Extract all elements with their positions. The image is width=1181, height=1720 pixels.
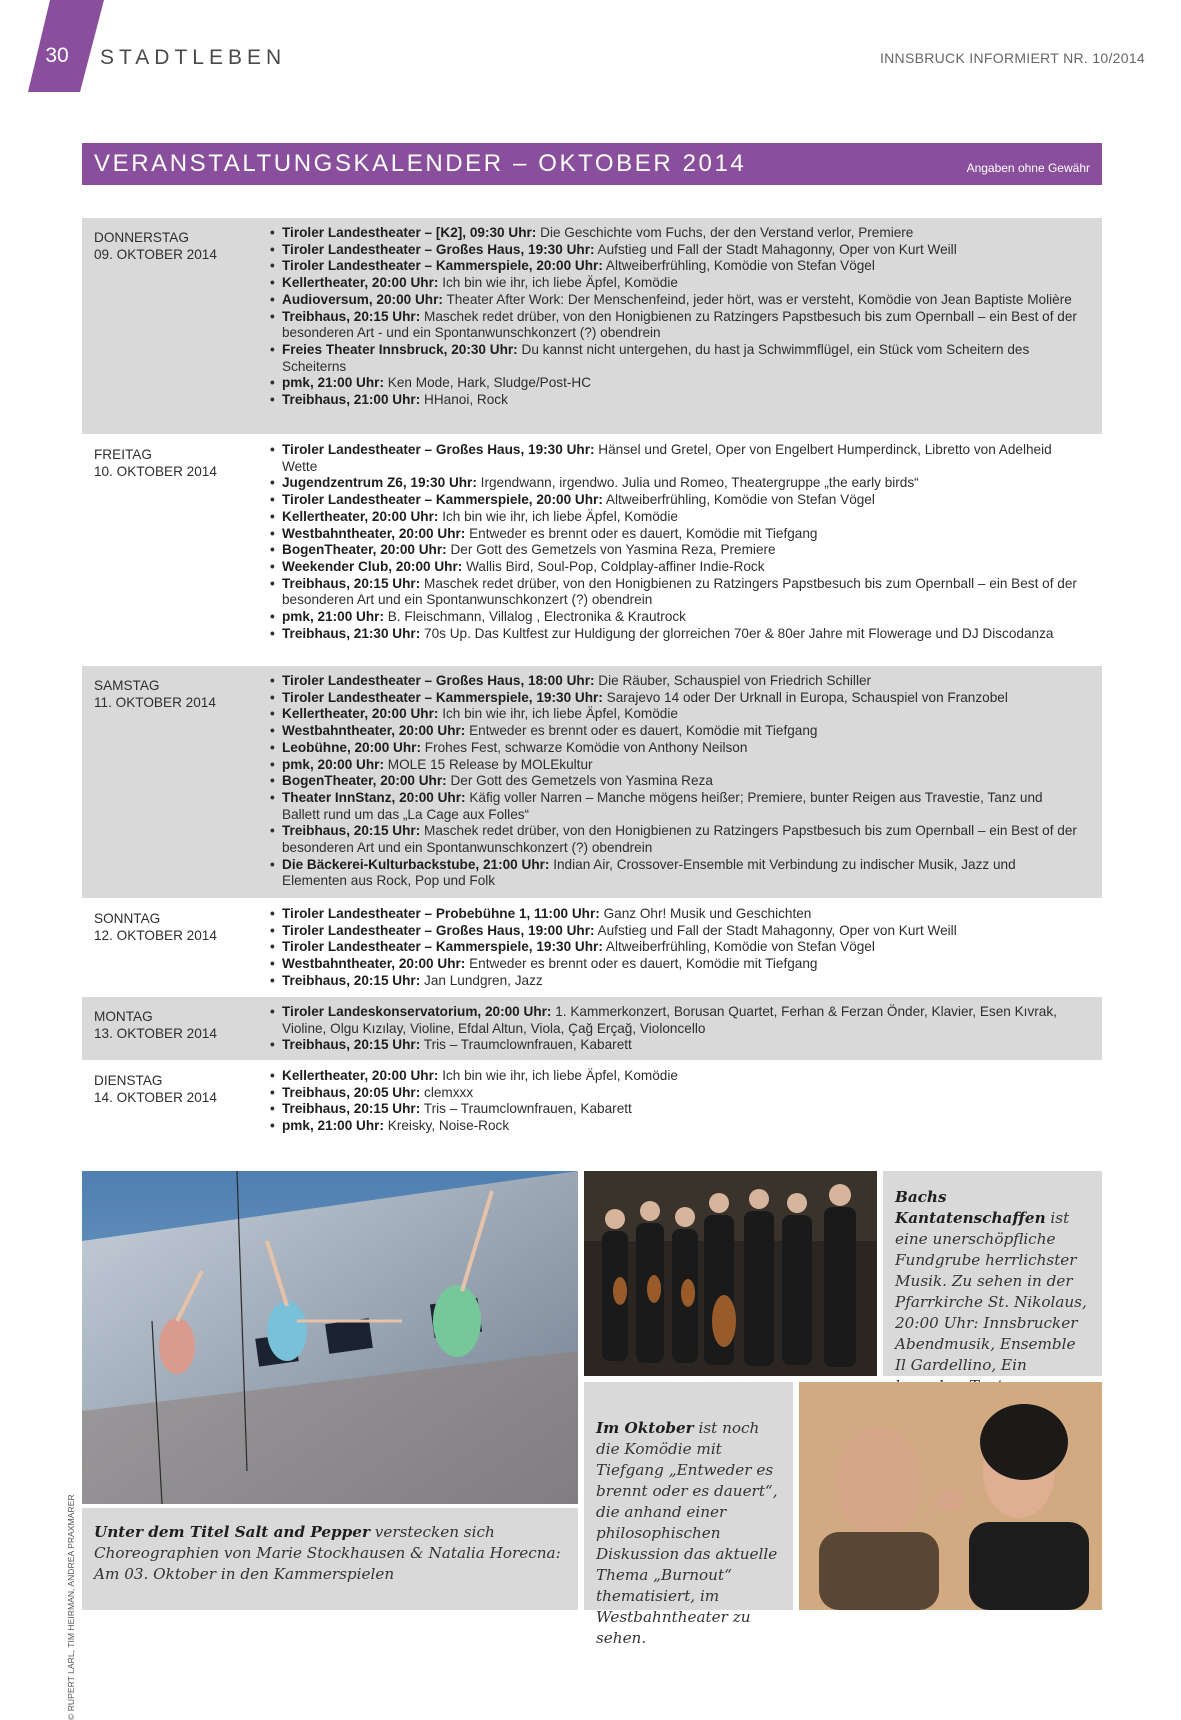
event-item bbox=[270, 609, 1080, 626]
event-item bbox=[270, 225, 1080, 242]
event-description: 70s Up. Das Kultfest zur Huldigung der glorreichen 70er & 80er Jahre mit Flowerage und DJ Discodanza bbox=[424, 625, 1054, 641]
event-description: Sarajevo 14 oder Der Urknall in Europa, Schauspiel von Franzobel bbox=[606, 689, 1008, 705]
event-venue: Kellertheater, 20:00 Uhr: bbox=[282, 1068, 439, 1083]
dance-photo bbox=[82, 1171, 578, 1504]
event-venue: Treibhaus, 20:15 Uhr: bbox=[282, 972, 421, 988]
event-venue: Treibhaus, 20:15 Uhr: bbox=[282, 823, 421, 839]
event-item bbox=[270, 509, 1080, 526]
event-venue: Tiroler Landestheater – Großes Haus, 19:30 Uhr: bbox=[282, 442, 595, 457]
event-venue: pmk, 20:00 Uhr: bbox=[282, 756, 384, 772]
event-venue: Tiroler Landestheater – Großes Haus, 19:00 Uhr: bbox=[282, 922, 595, 938]
comedy-caption-lead: Im Oktober bbox=[596, 1419, 694, 1437]
event-item bbox=[270, 1101, 1080, 1118]
event-item bbox=[270, 923, 1080, 940]
day-weekday: SAMSTAG bbox=[94, 678, 160, 693]
event-venue: pmk, 21:00 Uhr: bbox=[282, 1118, 384, 1134]
day-block-thursday bbox=[82, 218, 1102, 434]
event-venue: Treibhaus, 21:00 Uhr: bbox=[282, 392, 421, 408]
ensemble-photo bbox=[584, 1171, 877, 1376]
event-venue: Freies Theater Innsbruck, 20:30 Uhr: bbox=[282, 341, 518, 357]
event-item bbox=[270, 1085, 1080, 1102]
event-item bbox=[270, 442, 1080, 475]
event-venue: Audioversum, 20:00 Uhr: bbox=[282, 291, 443, 307]
event-item bbox=[270, 973, 1080, 990]
event-description: Altweiberfrühling, Komödie von Stefan Vögel bbox=[605, 939, 875, 955]
event-description: Aufstieg und Fall der Stadt Mahagonny, Oper von Kurt Weill bbox=[597, 241, 957, 257]
event-item bbox=[270, 906, 1080, 923]
event-description: Irgendwann, irgendwo. Julia und Romeo, Theatergruppe „the early birds“ bbox=[480, 475, 919, 491]
day-block-friday bbox=[82, 435, 1102, 665]
event-venue: BogenTheater, 20:00 Uhr: bbox=[282, 542, 447, 558]
event-item bbox=[270, 956, 1080, 973]
event-venue: Westbahntheater, 20:00 Uhr: bbox=[282, 956, 466, 972]
event-venue: Theater InnStanz, 20:00 Uhr: bbox=[282, 789, 466, 805]
event-description: Du kannst nicht untergehen, du hast ja Schwimmflügel, ein Stück vom Scheitern des Scheiterns bbox=[282, 341, 1030, 374]
day-label bbox=[94, 230, 259, 263]
day-date: 12. OKTOBER 2014 bbox=[94, 927, 217, 943]
event-description: Der Gott des Gemetzels von Yasmina Reza bbox=[450, 773, 713, 789]
event-description: Käfig voller Narren – Manche mögens heißer; Premiere, bunter Reigen aus Travestie, Tanz und Ballett rund um das „La Cage aux Folles“ bbox=[282, 789, 1043, 822]
event-item bbox=[270, 492, 1080, 509]
day-date: 11. OKTOBER 2014 bbox=[94, 694, 216, 710]
event-item bbox=[270, 542, 1080, 559]
event-venue: Leobühne, 20:00 Uhr: bbox=[282, 739, 421, 755]
event-list bbox=[270, 1004, 1080, 1054]
event-description: Altweiberfrühling, Komödie von Stefan Vögel bbox=[605, 258, 875, 274]
event-description: Die Räuber, Schauspiel von Friedrich Schiller bbox=[598, 673, 872, 688]
event-venue: Tiroler Landestheater – Kammerspiele, 19:30 Uhr: bbox=[282, 689, 603, 705]
event-description: 1. Kammerkonzert, Borusan Quartet, Ferhan & Ferzan Önder, Klavier, Esen Kıvrak, Violine, Olgu Kızılay, Violine, Efdal Altun, Viola, Çağ Erçağ, Violoncello bbox=[282, 1004, 1057, 1036]
event-description: Ich bin wie ihr, ich liebe Äpfel, Komödie bbox=[442, 508, 678, 524]
event-item bbox=[270, 857, 1080, 890]
comedy-caption bbox=[584, 1382, 793, 1647]
event-venue: Tiroler Landestheater – Großes Haus, 19:30 Uhr: bbox=[282, 241, 595, 257]
event-venue: pmk, 21:00 Uhr: bbox=[282, 375, 384, 391]
event-item bbox=[270, 275, 1080, 292]
day-date: 09. OKTOBER 2014 bbox=[94, 246, 217, 262]
event-venue: Kellertheater, 20:00 Uhr: bbox=[282, 275, 439, 291]
event-item bbox=[270, 706, 1080, 723]
day-label bbox=[94, 911, 259, 944]
event-item bbox=[270, 375, 1080, 392]
event-item bbox=[270, 690, 1080, 707]
page-number: 30 bbox=[45, 44, 69, 67]
event-description: Entweder es brennt oder es dauert, Komödie mit Tiefgang bbox=[469, 723, 818, 739]
event-item bbox=[270, 559, 1080, 576]
day-weekday: SONNTAG bbox=[94, 911, 161, 926]
event-venue: Tiroler Landeskonservatorium, 20:00 Uhr: bbox=[282, 1004, 552, 1019]
event-venue: Tiroler Landestheater – Kammerspiele, 20:00 Uhr: bbox=[282, 258, 603, 274]
event-venue: Treibhaus, 20:15 Uhr: bbox=[282, 308, 421, 324]
event-description: Tris – Traumclownfrauen, Kabarett bbox=[423, 1101, 632, 1117]
day-label bbox=[94, 1073, 259, 1106]
event-description: Maschek redet drüber, von den Honigbienen zu Ratzingers Papstbesuch bis zum Opernball – ein Best of der besonderen Art und ein Spontanwunschkonzert (?) obendrein bbox=[282, 823, 1077, 856]
event-venue: Tiroler Landestheater – Kammerspiele, 19:30 Uhr: bbox=[282, 939, 603, 955]
day-weekday: DONNERSTAG bbox=[94, 230, 189, 245]
event-description: MOLE 15 Release by MOLEkultur bbox=[387, 756, 593, 772]
banner-disclaimer: Angaben ohne Gewähr bbox=[966, 161, 1090, 175]
event-item bbox=[270, 790, 1080, 823]
event-description: Ganz Ohr! Musik und Geschichten bbox=[603, 906, 812, 921]
event-item bbox=[270, 292, 1080, 309]
event-item bbox=[270, 1068, 1080, 1085]
event-item bbox=[270, 773, 1080, 790]
event-description: Die Geschichte vom Fuchs, der den Verstand verlor, Premiere bbox=[540, 225, 914, 240]
event-list bbox=[270, 673, 1080, 890]
event-description: Maschek redet drüber, von den Honigbienen zu Ratzingers Papstbesuch bis zum Opernball – ein Best of der besonderen Art und ein Spontanwunschkonzert (?) obendrein bbox=[282, 575, 1077, 608]
event-item bbox=[270, 939, 1080, 956]
comedy-caption-text: ist noch die Komödie mit Tiefgang „Entweder es brennt oder es dauert“, die anhand einer philosophischen Diskussion das aktuelle Thema „Burnout“ thematisiert, im Westbahntheater zu sehen. bbox=[596, 1419, 778, 1647]
dance-caption-lead: Unter dem Titel Salt and Pepper bbox=[94, 1523, 370, 1541]
photo-credit-text: © RUPERT LARL, TIM HEIRMAN, ANDREA PRAXMARER bbox=[66, 1494, 76, 1720]
event-description: HHanoi, Rock bbox=[424, 392, 508, 408]
event-description: Aufstieg und Fall der Stadt Mahagonny, Oper von Kurt Weill bbox=[597, 922, 957, 938]
event-item bbox=[270, 576, 1080, 609]
event-venue: Treibhaus, 20:15 Uhr: bbox=[282, 575, 421, 591]
bach-caption-lead: Bachs Kantatenschaffen bbox=[895, 1188, 1046, 1227]
actors-photo bbox=[799, 1382, 1102, 1610]
event-venue: BogenTheater, 20:00 Uhr: bbox=[282, 773, 447, 789]
day-block-tuesday bbox=[82, 1061, 1102, 1143]
event-item bbox=[270, 475, 1080, 492]
day-date: 13. OKTOBER 2014 bbox=[94, 1025, 217, 1041]
event-item bbox=[270, 823, 1080, 856]
event-item bbox=[270, 626, 1080, 643]
day-label bbox=[94, 447, 259, 480]
event-item bbox=[270, 392, 1080, 409]
event-description: Ich bin wie ihr, ich liebe Äpfel, Komödie bbox=[442, 1068, 678, 1083]
event-venue: Tiroler Landestheater – Probebühne 1, 11:00 Uhr: bbox=[282, 906, 600, 921]
event-venue: Die Bäckerei-Kulturbackstube, 21:00 Uhr: bbox=[282, 856, 550, 872]
dance-caption bbox=[82, 1508, 578, 1610]
event-venue: Kellertheater, 20:00 Uhr: bbox=[282, 508, 439, 524]
event-description: Ken Mode, Hark, Sludge/Post-HC bbox=[387, 375, 592, 391]
event-item bbox=[270, 258, 1080, 275]
event-item bbox=[270, 723, 1080, 740]
event-description: Maschek redet drüber, von den Honigbienen zu Ratzingers Papstbesuch bis zum Opernball – ein Best of der besonderen Art - und ein Spontanwunschkonzert (?) obendrein bbox=[282, 308, 1077, 341]
event-description: Tris – Traumclownfrauen, Kabarett bbox=[423, 1037, 632, 1053]
day-weekday: DIENSTAG bbox=[94, 1073, 163, 1088]
section-title: STADTLEBEN bbox=[100, 46, 287, 69]
bach-caption-text: ist eine unerschöpfliche Fundgrube herrlichster Musik. Zu sehen in der Pfarrkirche St. Nikolaus, 20:00 Uhr: Innsbrucker Abendmusik, Ensemble Il Gardellino, Ein bbox=[895, 1209, 1087, 1374]
day-label bbox=[94, 1009, 259, 1042]
event-description: B. Fleischmann, Villalog , Electronika & Krautrock bbox=[387, 609, 686, 625]
event-venue: Tiroler Landestheater – Kammerspiele, 20:00 Uhr: bbox=[282, 492, 603, 508]
event-description: Wallis Bird, Soul-Pop, Coldplay-affiner Indie-Rock bbox=[466, 558, 765, 574]
event-item bbox=[270, 526, 1080, 543]
day-date: 14. OKTOBER 2014 bbox=[94, 1089, 217, 1105]
day-block-saturday bbox=[82, 666, 1102, 898]
event-description: Entweder es brennt oder es dauert, Komödie mit Tiefgang bbox=[469, 956, 818, 972]
event-description: clemxxx bbox=[424, 1084, 474, 1100]
masthead: INNSBRUCK INFORMIERT NR. 10/2014 bbox=[879, 50, 1145, 66]
day-label bbox=[94, 678, 259, 711]
event-venue: Treibhaus, 20:05 Uhr: bbox=[282, 1084, 421, 1100]
event-item bbox=[270, 1118, 1080, 1135]
event-venue: Treibhaus, 20:15 Uhr: bbox=[282, 1037, 421, 1053]
photo-credit bbox=[64, 1490, 78, 1720]
event-item bbox=[270, 1037, 1080, 1054]
event-item bbox=[270, 1004, 1080, 1037]
bach-caption bbox=[883, 1171, 1102, 1376]
event-description: Ich bin wie ihr, ich liebe Äpfel, Komödie bbox=[442, 275, 678, 291]
event-description: Altweiberfrühling, Komödie von Stefan Vögel bbox=[605, 492, 875, 508]
event-description: Der Gott des Gemetzels von Yasmina Reza, Premiere bbox=[450, 542, 776, 558]
event-description: Ich bin wie ihr, ich liebe Äpfel, Komödie bbox=[442, 706, 678, 722]
day-date: 10. OKTOBER 2014 bbox=[94, 463, 217, 479]
banner-title: VERANSTALTUNGSKALENDER – OKTOBER 2014 bbox=[94, 150, 747, 177]
day-weekday: FREITAG bbox=[94, 447, 152, 462]
event-venue: Tiroler Landestheater – [K2], 09:30 Uhr: bbox=[282, 225, 537, 240]
event-item bbox=[270, 673, 1080, 690]
event-list bbox=[270, 442, 1080, 642]
event-venue: Kellertheater, 20:00 Uhr: bbox=[282, 706, 439, 722]
event-description: Kreisky, Noise-Rock bbox=[387, 1118, 510, 1134]
event-venue: pmk, 21:00 Uhr: bbox=[282, 609, 384, 625]
event-item bbox=[270, 242, 1080, 259]
event-venue: Westbahntheater, 20:00 Uhr: bbox=[282, 723, 466, 739]
day-weekday: MONTAG bbox=[94, 1009, 153, 1024]
event-item bbox=[270, 342, 1080, 375]
day-block-monday bbox=[82, 997, 1102, 1060]
event-venue: Treibhaus, 20:15 Uhr: bbox=[282, 1101, 421, 1117]
event-description: Hänsel und Gretel, Oper von Engelbert Humperdinck, Libretto von Adelheid Wette bbox=[282, 442, 1052, 474]
event-venue: Jugendzentrum Z6, 19:30 Uhr: bbox=[282, 475, 477, 491]
event-item bbox=[270, 309, 1080, 342]
event-list bbox=[270, 906, 1080, 990]
event-venue: Westbahntheater, 20:00 Uhr: bbox=[282, 525, 466, 541]
event-description: Jan Lundgren, Jazz bbox=[424, 972, 543, 988]
event-description: Theater After Work: Der Menschenfeind, jeder hört, was er versteht, Komödie von Jean Baptiste Molière bbox=[446, 291, 1072, 307]
event-description: Frohes Fest, schwarze Komödie von Anthony Neilson bbox=[424, 739, 748, 755]
day-block-sunday bbox=[82, 899, 1102, 996]
calendar-banner bbox=[82, 143, 1102, 185]
dance-caption-text: verstecken sich Choreographien von Marie Stockhausen & Natalia Horecna: Am 03. Oktober in den Kammerspielen bbox=[94, 1523, 561, 1583]
event-description: Entweder es brennt oder es dauert, Komödie mit Tiefgang bbox=[469, 525, 818, 541]
event-item bbox=[270, 740, 1080, 757]
event-item bbox=[270, 757, 1080, 774]
event-description: Indian Air, Crossover-Ensemble mit Verbindung zu indischer Musik, Jazz und Elementen aus Rock, Pop und Folk bbox=[282, 856, 1016, 889]
event-venue: Weekender Club, 20:00 Uhr: bbox=[282, 558, 463, 574]
event-venue: Treibhaus, 21:30 Uhr: bbox=[282, 625, 421, 641]
event-list bbox=[270, 1068, 1080, 1135]
event-list bbox=[270, 225, 1080, 409]
event-venue: Tiroler Landestheater – Großes Haus, 18:00 Uhr: bbox=[282, 673, 595, 688]
